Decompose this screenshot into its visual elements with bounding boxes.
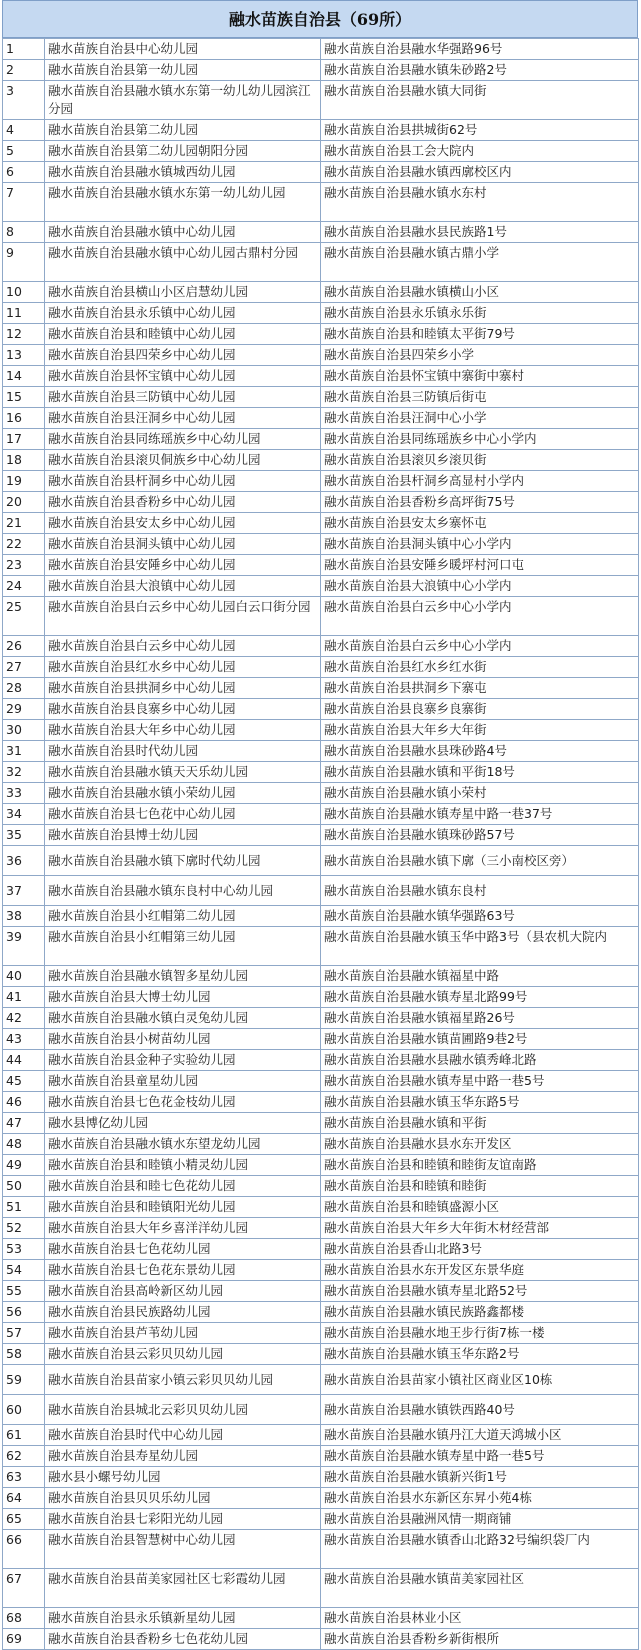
table-row (3, 1071, 639, 1092)
row-number: 61 (3, 1425, 45, 1446)
kindergarten-address: 融水苗族自治县香粉乡新街根所 (321, 1629, 639, 1650)
kindergarten-address: 融水苗族自治县工会大院内 (321, 141, 639, 162)
row-number: 41 (3, 987, 45, 1008)
kindergarten-address: 融水苗族自治县水东新区东昇小苑4栋 (321, 1488, 639, 1509)
kindergarten-name: 融水苗族自治县民族路幼儿园 (45, 1302, 321, 1323)
row-number: 51 (3, 1197, 45, 1218)
kindergarten-address: 融水苗族自治县同练瑶族乡中心小学内 (321, 429, 639, 450)
row-number: 11 (3, 303, 45, 324)
kindergarten-name: 融水苗族自治县和睦镇中心幼儿园 (45, 324, 321, 345)
kindergarten-address: 融水苗族自治县安陲乡暖坪村河口屯 (321, 555, 639, 576)
table-row (3, 1260, 639, 1281)
row-number: 65 (3, 1509, 45, 1530)
kindergarten-name: 融水苗族自治县拱洞乡中心幼儿园 (45, 678, 321, 699)
kindergarten-name: 融水苗族自治县第二幼儿园 (45, 120, 321, 141)
row-number: 35 (3, 825, 45, 846)
sheet-title: 融水苗族自治县（69所） (2, 0, 638, 38)
kindergarten-name: 融水苗族自治县和睦镇阳光幼儿园 (45, 1197, 321, 1218)
kindergarten-address: 融水苗族自治县融水镇寿星中路一巷5号 (321, 1446, 639, 1467)
table-row (3, 303, 639, 324)
kindergarten-address: 融水苗族自治县融水镇福星路26号 (321, 1008, 639, 1029)
kindergarten-address: 融水苗族自治县融水镇小荣村 (321, 783, 639, 804)
table-row (3, 699, 639, 720)
row-number: 36 (3, 846, 45, 876)
kindergarten-name: 融水苗族自治县永乐镇中心幼儿园 (45, 303, 321, 324)
kindergarten-name: 融水苗族自治县寿星幼儿园 (45, 1446, 321, 1467)
table-row (3, 450, 639, 471)
row-number: 19 (3, 471, 45, 492)
kindergarten-address: 融水苗族自治县融水镇寿星中路一巷5号 (321, 1071, 639, 1092)
row-number: 67 (3, 1569, 45, 1608)
kindergarten-name: 融水苗族自治县永乐镇新星幼儿园 (45, 1608, 321, 1629)
table-row (3, 345, 639, 366)
row-number: 54 (3, 1260, 45, 1281)
kindergarten-address: 融水苗族自治县融水镇古鼎小学 (321, 243, 639, 282)
row-number: 18 (3, 450, 45, 471)
kindergarten-address: 融水苗族自治县和睦镇太平街79号 (321, 324, 639, 345)
kindergarten-address: 融水苗族自治县融水镇苗圃路9巷2号 (321, 1029, 639, 1050)
table-row (3, 282, 639, 303)
row-number: 16 (3, 408, 45, 429)
kindergarten-name: 融水苗族自治县小红帽第三幼儿园 (45, 927, 321, 966)
row-number: 39 (3, 927, 45, 966)
kindergarten-address: 融水苗族自治县融水镇铁西路40号 (321, 1395, 639, 1425)
kindergarten-address: 融水苗族自治县四荣乡小学 (321, 345, 639, 366)
table-row (3, 927, 639, 966)
kindergarten-name: 融水苗族自治县小红帽第二幼儿园 (45, 906, 321, 927)
kindergarten-address: 融水苗族自治县融水镇西廓校区内 (321, 162, 639, 183)
kindergarten-name: 融水苗族自治县香粉乡中心幼儿园 (45, 492, 321, 513)
table-row (3, 804, 639, 825)
kindergarten-address: 融水苗族自治县融水镇寿星中路一巷37号 (321, 804, 639, 825)
kindergarten-name: 融水苗族自治县四荣乡中心幼儿园 (45, 345, 321, 366)
row-number: 27 (3, 657, 45, 678)
table-row (3, 1197, 639, 1218)
kindergarten-address: 融水苗族自治县水东开发区东景华庭 (321, 1260, 639, 1281)
row-number: 4 (3, 120, 45, 141)
row-number: 15 (3, 387, 45, 408)
table-row (3, 1629, 639, 1650)
kindergarten-address: 融水苗族自治县和睦镇盛源小区 (321, 1197, 639, 1218)
row-number: 10 (3, 282, 45, 303)
kindergarten-address: 融水苗族自治县融水镇和平街 (321, 1113, 639, 1134)
kindergarten-address: 融水苗族自治县良寨乡良寨街 (321, 699, 639, 720)
row-number: 64 (3, 1488, 45, 1509)
table-row (3, 183, 639, 222)
table-row (3, 60, 639, 81)
kindergarten-address: 融水苗族自治县香山北路3号 (321, 1239, 639, 1260)
kindergarten-address: 融水苗族自治县怀宝镇中寨街中寨村 (321, 366, 639, 387)
kindergarten-name: 融水苗族自治县城北云彩贝贝幼儿园 (45, 1395, 321, 1425)
kindergarten-address: 融水苗族自治县融水镇朱砂路2号 (321, 60, 639, 81)
kindergarten-name: 融水苗族自治县中心幼儿园 (45, 39, 321, 60)
kindergarten-address: 融水苗族自治县融水镇寿星北路99号 (321, 987, 639, 1008)
row-number: 5 (3, 141, 45, 162)
table-row (3, 1467, 639, 1488)
kindergarten-name: 融水苗族自治县同练瑶族乡中心幼儿园 (45, 429, 321, 450)
table-row (3, 1446, 639, 1467)
kindergarten-address: 融水苗族自治县融水镇下廓（三小南校区旁） (321, 846, 639, 876)
kindergarten-address: 融水苗族自治县融水华强路96号 (321, 39, 639, 60)
kindergarten-name: 融水苗族自治县红水乡中心幼儿园 (45, 657, 321, 678)
kindergarten-address: 融水苗族自治县拱城街62号 (321, 120, 639, 141)
table-row (3, 1029, 639, 1050)
table-row (3, 1176, 639, 1197)
table-row (3, 534, 639, 555)
row-number: 48 (3, 1134, 45, 1155)
kindergarten-name: 融水县小螺号幼儿园 (45, 1467, 321, 1488)
table-row (3, 492, 639, 513)
kindergarten-name: 融水苗族自治县香粉乡七色花幼儿园 (45, 1629, 321, 1650)
kindergarten-name: 融水苗族自治县博士幼儿园 (45, 825, 321, 846)
kindergarten-address: 融水苗族自治县杆洞乡高显村小学内 (321, 471, 639, 492)
kindergarten-name: 融水苗族自治县金种子实验幼儿园 (45, 1050, 321, 1071)
table-row (3, 657, 639, 678)
table-row (3, 408, 639, 429)
row-number: 25 (3, 597, 45, 636)
row-number: 22 (3, 534, 45, 555)
kindergarten-name: 融水苗族自治县融水镇中心幼儿园古鼎村分园 (45, 243, 321, 282)
table-row (3, 429, 639, 450)
kindergarten-address: 融水苗族自治县和睦镇和睦街友谊南路 (321, 1155, 639, 1176)
row-number: 49 (3, 1155, 45, 1176)
kindergarten-address: 融水苗族自治县融水县珠砂路4号 (321, 741, 639, 762)
kindergarten-name: 融水县博亿幼儿园 (45, 1113, 321, 1134)
kindergarten-address: 融水苗族自治县香粉乡高坪街75号 (321, 492, 639, 513)
row-number: 38 (3, 906, 45, 927)
kindergarten-address: 融水苗族自治县融水镇玉华东路5号 (321, 1092, 639, 1113)
table-row (3, 1302, 639, 1323)
kindergarten-name: 融水苗族自治县良寨乡中心幼儿园 (45, 699, 321, 720)
kindergarten-name: 融水苗族自治县苗家小镇云彩贝贝幼儿园 (45, 1365, 321, 1395)
row-number: 46 (3, 1092, 45, 1113)
row-number: 40 (3, 966, 45, 987)
kindergarten-name: 融水苗族自治县苗美家园社区七彩霞幼儿园 (45, 1569, 321, 1608)
row-number: 57 (3, 1323, 45, 1344)
table-row (3, 678, 639, 699)
table-row (3, 120, 639, 141)
kindergarten-address: 融水苗族自治县苗家小镇社区商业区10栋 (321, 1365, 639, 1395)
kindergarten-address: 融水苗族自治县白云乡中心小学内 (321, 597, 639, 636)
kindergarten-name: 融水苗族自治县融水镇天天乐幼儿园 (45, 762, 321, 783)
table-row (3, 366, 639, 387)
kindergarten-address: 融水苗族自治县洞头镇中心小学内 (321, 534, 639, 555)
kindergarten-name: 融水苗族自治县融水镇水东望龙幼儿园 (45, 1134, 321, 1155)
row-number: 20 (3, 492, 45, 513)
row-number: 44 (3, 1050, 45, 1071)
row-number: 1 (3, 39, 45, 60)
row-number: 63 (3, 1467, 45, 1488)
kindergarten-address: 融水苗族自治县融水镇新兴街1号 (321, 1467, 639, 1488)
row-number: 28 (3, 678, 45, 699)
kindergarten-address: 融水苗族自治县融水镇大同街 (321, 81, 639, 120)
kindergarten-name: 融水苗族自治县高岭新区幼儿园 (45, 1281, 321, 1302)
kindergarten-name: 融水苗族自治县融水镇水东第一幼儿幼儿园 (45, 183, 321, 222)
kindergarten-address: 融水苗族自治县融水县水东开发区 (321, 1134, 639, 1155)
kindergarten-name: 融水苗族自治县智慧树中心幼儿园 (45, 1530, 321, 1569)
kindergarten-name: 融水苗族自治县芦苇幼儿园 (45, 1323, 321, 1344)
table-row (3, 576, 639, 597)
kindergarten-name: 融水苗族自治县融水镇东良村中心幼儿园 (45, 876, 321, 906)
kindergarten-address: 融水苗族自治县融水镇水东村 (321, 183, 639, 222)
kindergarten-name: 融水苗族自治县安陲乡中心幼儿园 (45, 555, 321, 576)
kindergarten-name: 融水苗族自治县怀宝镇中心幼儿园 (45, 366, 321, 387)
kindergarten-address: 融水苗族自治县汪洞中心小学 (321, 408, 639, 429)
row-number: 56 (3, 1302, 45, 1323)
table-row (3, 1092, 639, 1113)
row-number: 9 (3, 243, 45, 282)
kindergarten-name: 融水苗族自治县汪洞乡中心幼儿园 (45, 408, 321, 429)
kindergarten-name: 融水苗族自治县和睦七色花幼儿园 (45, 1176, 321, 1197)
kindergarten-name: 融水苗族自治县云彩贝贝幼儿园 (45, 1344, 321, 1365)
row-number: 33 (3, 783, 45, 804)
row-number: 60 (3, 1395, 45, 1425)
table-row (3, 762, 639, 783)
kindergarten-address: 融水苗族自治县林业小区 (321, 1608, 639, 1629)
kindergarten-address: 融水苗族自治县融水镇民族路鑫都楼 (321, 1302, 639, 1323)
kindergarten-name: 融水苗族自治县安太乡中心幼儿园 (45, 513, 321, 534)
kindergarten-name: 融水苗族自治县洞头镇中心幼儿园 (45, 534, 321, 555)
kindergarten-name: 融水苗族自治县白云乡中心幼儿园 (45, 636, 321, 657)
table-body (3, 39, 639, 1650)
kindergarten-table (2, 38, 639, 1650)
table-row (3, 1344, 639, 1365)
table-row (3, 162, 639, 183)
row-number: 34 (3, 804, 45, 825)
kindergarten-name: 融水苗族自治县贝贝乐幼儿园 (45, 1488, 321, 1509)
row-number: 13 (3, 345, 45, 366)
table-row (3, 825, 639, 846)
table-row (3, 1425, 639, 1446)
row-number: 7 (3, 183, 45, 222)
kindergarten-name: 融水苗族自治县大年乡中心幼儿园 (45, 720, 321, 741)
table-row (3, 1395, 639, 1425)
kindergarten-name: 融水苗族自治县第一幼儿园 (45, 60, 321, 81)
kindergarten-address: 融水苗族自治县融水镇寿星北路52号 (321, 1281, 639, 1302)
kindergarten-list-sheet (2, 0, 638, 1650)
row-number: 8 (3, 222, 45, 243)
row-number: 66 (3, 1530, 45, 1569)
row-number: 69 (3, 1629, 45, 1650)
table-row (3, 1134, 639, 1155)
table-row (3, 783, 639, 804)
table-row (3, 81, 639, 120)
table-row (3, 513, 639, 534)
table-row (3, 966, 639, 987)
kindergarten-name: 融水苗族自治县时代幼儿园 (45, 741, 321, 762)
table-row (3, 1239, 639, 1260)
table-row (3, 1509, 639, 1530)
kindergarten-name: 融水苗族自治县白云乡中心幼儿园白云口街分园 (45, 597, 321, 636)
row-number: 52 (3, 1218, 45, 1239)
kindergarten-address: 融水苗族自治县三防镇后街屯 (321, 387, 639, 408)
kindergarten-name: 融水苗族自治县七色花金枝幼儿园 (45, 1092, 321, 1113)
table-row (3, 741, 639, 762)
kindergarten-address: 融水苗族自治县融水县民族路1号 (321, 222, 639, 243)
table-row (3, 1365, 639, 1395)
row-number: 24 (3, 576, 45, 597)
row-number: 62 (3, 1446, 45, 1467)
kindergarten-address: 融水苗族自治县永乐镇永乐街 (321, 303, 639, 324)
kindergarten-name: 融水苗族自治县融水镇智多星幼儿园 (45, 966, 321, 987)
row-number: 31 (3, 741, 45, 762)
kindergarten-address: 融水苗族自治县融水镇玉华中路3号（县农机大院内 (321, 927, 639, 966)
table-row (3, 1281, 639, 1302)
table-row (3, 39, 639, 60)
kindergarten-name: 融水苗族自治县小树苗幼儿园 (45, 1029, 321, 1050)
kindergarten-address: 融水苗族自治县融洲风情一期商铺 (321, 1509, 639, 1530)
kindergarten-name: 融水苗族自治县融水镇城西幼儿园 (45, 162, 321, 183)
table-row (3, 471, 639, 492)
row-number: 58 (3, 1344, 45, 1365)
kindergarten-name: 融水苗族自治县杆洞乡中心幼儿园 (45, 471, 321, 492)
kindergarten-address: 融水苗族自治县大年乡大年街 (321, 720, 639, 741)
table-row (3, 1008, 639, 1029)
row-number: 68 (3, 1608, 45, 1629)
table-row (3, 324, 639, 345)
table-row (3, 1530, 639, 1569)
row-number: 59 (3, 1365, 45, 1395)
row-number: 45 (3, 1071, 45, 1092)
table-row (3, 1113, 639, 1134)
kindergarten-address: 融水苗族自治县融水镇横山小区 (321, 282, 639, 303)
kindergarten-name: 融水苗族自治县第二幼儿园朝阳分园 (45, 141, 321, 162)
table-row (3, 1050, 639, 1071)
table-row (3, 987, 639, 1008)
kindergarten-name: 融水苗族自治县融水镇中心幼儿园 (45, 222, 321, 243)
kindergarten-address: 融水苗族自治县滚贝乡滚贝街 (321, 450, 639, 471)
row-number: 6 (3, 162, 45, 183)
table-row (3, 906, 639, 927)
table-row (3, 555, 639, 576)
row-number: 26 (3, 636, 45, 657)
kindergarten-name: 融水苗族自治县大年乡喜洋洋幼儿园 (45, 1218, 321, 1239)
table-row (3, 1569, 639, 1608)
kindergarten-address: 融水苗族自治县融水县融水镇秀峰北路 (321, 1050, 639, 1071)
kindergarten-address: 融水苗族自治县安太乡寨怀屯 (321, 513, 639, 534)
kindergarten-name: 融水苗族自治县融水镇小荣幼儿园 (45, 783, 321, 804)
row-number: 55 (3, 1281, 45, 1302)
table-row (3, 846, 639, 876)
kindergarten-name: 融水苗族自治县七色花幼儿园 (45, 1239, 321, 1260)
kindergarten-name: 融水苗族自治县融水镇白灵兔幼儿园 (45, 1008, 321, 1029)
kindergarten-name: 融水苗族自治县融水镇水东第一幼儿幼儿园滨江分园 (45, 81, 321, 120)
kindergarten-address: 融水苗族自治县红水乡红水街 (321, 657, 639, 678)
kindergarten-name: 融水苗族自治县三防镇中心幼儿园 (45, 387, 321, 408)
kindergarten-name: 融水苗族自治县横山小区启慧幼儿园 (45, 282, 321, 303)
table-row (3, 1155, 639, 1176)
row-number: 43 (3, 1029, 45, 1050)
row-number: 53 (3, 1239, 45, 1260)
kindergarten-address: 融水苗族自治县融水镇丹江大道天鸿城小区 (321, 1425, 639, 1446)
table-row (3, 141, 639, 162)
table-row (3, 876, 639, 906)
table-row (3, 1488, 639, 1509)
row-number: 2 (3, 60, 45, 81)
kindergarten-address: 融水苗族自治县融水镇福星中路 (321, 966, 639, 987)
row-number: 47 (3, 1113, 45, 1134)
row-number: 21 (3, 513, 45, 534)
kindergarten-name: 融水苗族自治县大博士幼儿园 (45, 987, 321, 1008)
row-number: 30 (3, 720, 45, 741)
kindergarten-address: 融水苗族自治县融水镇香山北路32号编织袋厂内 (321, 1530, 639, 1569)
kindergarten-name: 融水苗族自治县时代中心幼儿园 (45, 1425, 321, 1446)
row-number: 17 (3, 429, 45, 450)
kindergarten-address: 融水苗族自治县大浪镇中心小学内 (321, 576, 639, 597)
row-number: 50 (3, 1176, 45, 1197)
kindergarten-address: 融水苗族自治县融水镇和平街18号 (321, 762, 639, 783)
kindergarten-address: 融水苗族自治县融水镇玉华东路2号 (321, 1344, 639, 1365)
kindergarten-address: 融水苗族自治县大年乡大年街木材经营部 (321, 1218, 639, 1239)
table-row (3, 597, 639, 636)
row-number: 37 (3, 876, 45, 906)
row-number: 3 (3, 81, 45, 120)
kindergarten-address: 融水苗族自治县白云乡中心小学内 (321, 636, 639, 657)
row-number: 29 (3, 699, 45, 720)
kindergarten-name: 融水苗族自治县七色花东景幼儿园 (45, 1260, 321, 1281)
kindergarten-name: 融水苗族自治县大浪镇中心幼儿园 (45, 576, 321, 597)
table-row (3, 222, 639, 243)
kindergarten-name: 融水苗族自治县滚贝侗族乡中心幼儿园 (45, 450, 321, 471)
kindergarten-name: 融水苗族自治县七彩阳光幼儿园 (45, 1509, 321, 1530)
kindergarten-address: 融水苗族自治县融水镇珠砂路57号 (321, 825, 639, 846)
row-number: 42 (3, 1008, 45, 1029)
kindergarten-name: 融水苗族自治县融水镇下廓时代幼儿园 (45, 846, 321, 876)
row-number: 14 (3, 366, 45, 387)
kindergarten-address: 融水苗族自治县融水镇东良村 (321, 876, 639, 906)
row-number: 32 (3, 762, 45, 783)
row-number: 12 (3, 324, 45, 345)
table-row (3, 387, 639, 408)
table-row (3, 1218, 639, 1239)
row-number: 23 (3, 555, 45, 576)
kindergarten-address: 融水苗族自治县融水镇苗美家园社区 (321, 1569, 639, 1608)
kindergarten-name: 融水苗族自治县和睦镇小精灵幼儿园 (45, 1155, 321, 1176)
table-row (3, 720, 639, 741)
table-row (3, 1323, 639, 1344)
table-row (3, 243, 639, 282)
kindergarten-name: 融水苗族自治县童星幼儿园 (45, 1071, 321, 1092)
kindergarten-address: 融水苗族自治县拱洞乡下寨屯 (321, 678, 639, 699)
kindergarten-name: 融水苗族自治县七色花中心幼儿园 (45, 804, 321, 825)
table-row (3, 636, 639, 657)
table-row (3, 1608, 639, 1629)
kindergarten-address: 融水苗族自治县融水镇华强路63号 (321, 906, 639, 927)
kindergarten-address: 融水苗族自治县融水地王步行街7栋一楼 (321, 1323, 639, 1344)
kindergarten-address: 融水苗族自治县和睦镇和睦街 (321, 1176, 639, 1197)
